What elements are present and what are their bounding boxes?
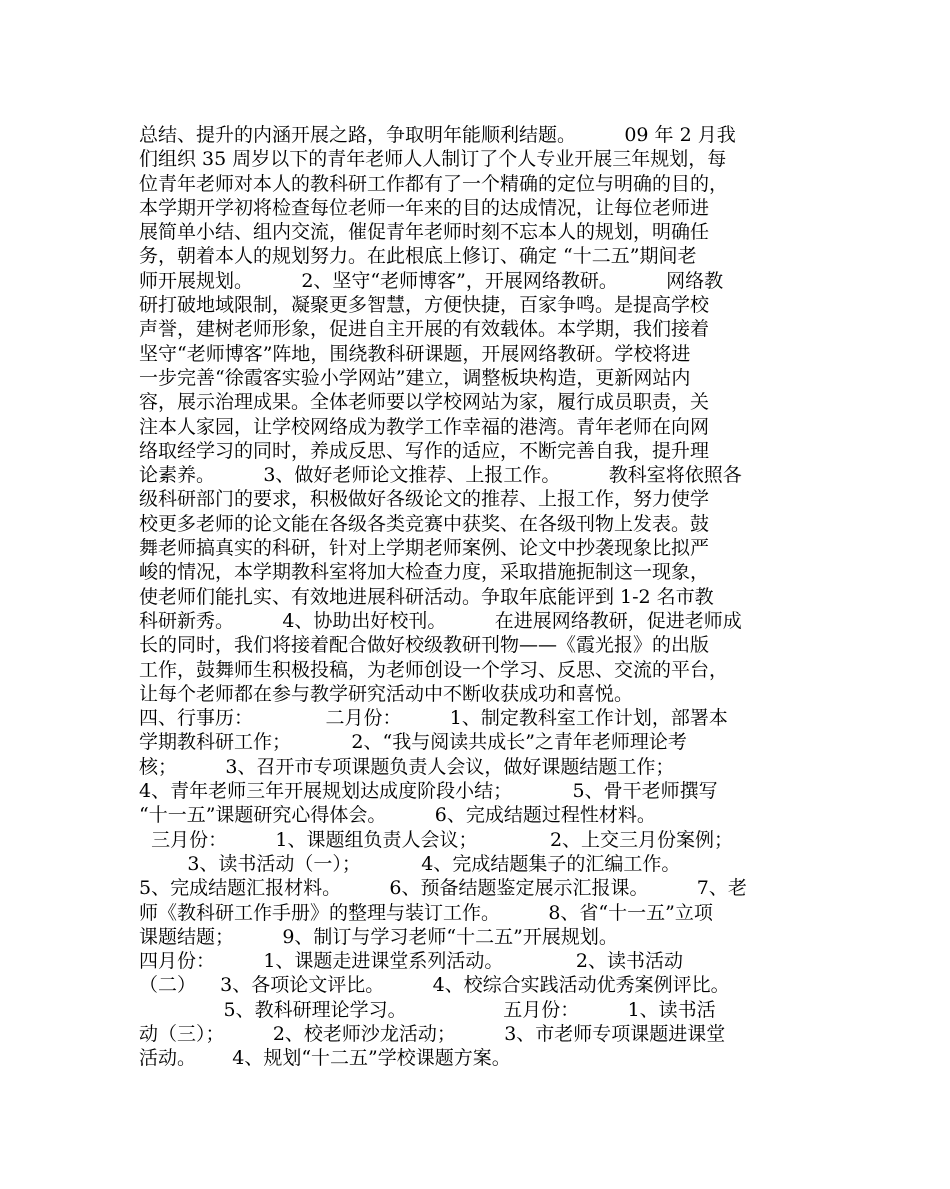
text-line: 师《教科研工作手册》的整理与装订工作。 8、省“十一五”立项 bbox=[139, 901, 713, 924]
text-line: 3、读书活动（一）； 4、完成结题集子的汇编工作。 bbox=[139, 852, 681, 875]
text-line: （二） 3、各项论文评比。 4、校综合实践活动优秀案例评比。 bbox=[139, 974, 730, 997]
text-line: 务，朝着本人的规划努力。在此根底上修订、确定 “十二五”期间老 bbox=[139, 245, 697, 268]
text-line: 三月份： 1、课题组负责人会议； 2、上交三月份案例； bbox=[139, 828, 734, 851]
text-line: 们组织 35 周岁以下的青年老师人人制订了个人专业开展三年规划，每 bbox=[139, 148, 727, 171]
text-line: 四月份： 1、课题走进课堂系列活动。 2、读书活动 bbox=[139, 950, 683, 973]
text-line: 师开展规划。 2、坚守“老师博客”，开展网络教研。 网络教 bbox=[139, 269, 724, 292]
text-line: 动（三）； 2、校老师沙龙活动； 3、市老师专项课题进课堂 bbox=[139, 1022, 726, 1045]
text-line: 本学期开学初将检查每位老师一年来的目的达成情况，让每位老师进 bbox=[139, 196, 710, 219]
text-line: 注本人家园，让学校网络成为教学工作幸福的港湾。青年老师在向网 bbox=[139, 415, 710, 438]
text-line: 论素养。 3、做好老师论文推荐、上报工作。 教科室将依照各 bbox=[139, 464, 742, 487]
text-line: 位青年老师对本人的教科研工作都有了一个精确的定位与明确的目的， bbox=[139, 172, 729, 195]
text-line: 坚守“老师博客”阵地，围绕教科研课题，开展网络教研。学校将进 bbox=[139, 342, 691, 365]
text-line: 研打破地域限制，凝聚更多智慧，方便快捷，百家争鸣。是提高学校 bbox=[139, 294, 710, 317]
body-text bbox=[139, 123, 819, 1071]
text-line: 峻的情况，本学期教科室将加大检查力度，采取措施扼制这一现象， bbox=[139, 561, 710, 584]
text-line: 声誉，建树老师形象，促进自主开展的有效载体。本学期，我们接着 bbox=[139, 318, 710, 341]
text-line: “十一五”课题研究心得体会。 6、完成结题过程性材料。 bbox=[139, 804, 656, 827]
text-line: 展简单小结、组内交流，催促青年老师时刻不忘本人的规划，明确任 bbox=[139, 221, 710, 244]
text-line: 长的同时，我们将接着配合做好校级教研刊物——《霞光报》的出版 bbox=[139, 634, 710, 657]
text-line: 四、行事历： 二月份： 1、制定教科室工作计划，部署本 bbox=[139, 707, 728, 730]
text-line: 级科研部门的要求，积极做好各级论文的推荐、上报工作，努力使学 bbox=[139, 488, 710, 511]
text-line: 一步完善“徐霞客实验小学网站”建立，调整板块构造，更新网站内 bbox=[139, 366, 691, 389]
text-line: 工作，鼓舞师生积极投稿，为老师创设一个学习、反思、交流的平台， bbox=[139, 658, 729, 681]
text-line: 核； 3、召开市专项课题负责人会议，做好课题结题工作； bbox=[139, 755, 675, 778]
text-line: 舞老师搞真实的科研，针对上学期老师案例、论文中抄袭现象比拟严 bbox=[139, 537, 710, 560]
text-line: 总结、提升的内涵开展之路，争取明年能顺利结题。 09 年 2 月我 bbox=[139, 124, 736, 146]
text-line: 课题结题； 9、制订与学习老师“十二五”开展规划。 bbox=[139, 925, 618, 948]
text-line: 络取经学习的同时，养成反思、写作的适应，不断完善自我，提升理 bbox=[139, 439, 710, 462]
text-line: 活动。 4、规划“十二五”学校课题方案。 bbox=[139, 1047, 511, 1070]
text-line: 让每个老师都在参与教学研究活动中不断收获成功和喜悦。 bbox=[139, 682, 634, 705]
text-line: 科研新秀。 4、协助出好校刊。 在进展网络教研，促进老师成 bbox=[139, 609, 742, 632]
text-line: 学期教科研工作； 2、“我与阅读共成长”之青年老师理论考 bbox=[139, 731, 687, 754]
text-line: 使老师们能扎实、有效地进展科研活动。争取年底能评到 1-2 名市教 bbox=[139, 585, 714, 608]
text-line: 4、青年老师三年开展规划达成度阶段小结； 5、骨干老师撰写 bbox=[139, 780, 718, 803]
text-line: 校更多老师的论文能在各级各类竞赛中获奖、在各级刊物上发表。鼓 bbox=[139, 512, 710, 535]
text-line: 5、完成结题汇报材料。 6、预备结题鉴定展示汇报课。 7、老 bbox=[139, 877, 747, 900]
text-line: 5、教科研理论学习。 五月份： 1、读书活 bbox=[139, 998, 716, 1021]
text-line: 容，展示治理成果。全体老师要以学校网站为家，履行成员职责，关 bbox=[139, 391, 710, 414]
